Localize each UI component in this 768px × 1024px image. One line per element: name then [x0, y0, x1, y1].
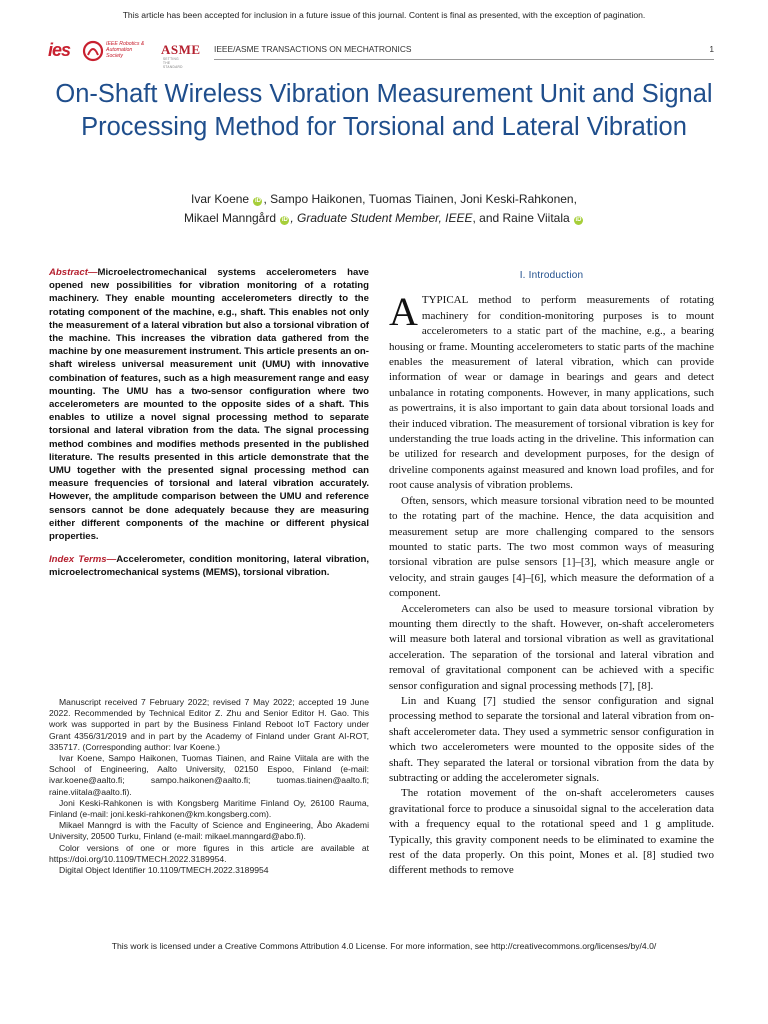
asme-logo-tagline: SETTING THE STANDARD: [163, 57, 183, 69]
header-divider: [214, 59, 714, 60]
index-terms-label: Index Terms—: [49, 554, 117, 566]
author-membership: , Graduate Student Member, IEEE: [290, 211, 473, 225]
author-names: , Sampo Haikonen, Tuomas Tiainen, Joni Keski-Rahkonen,: [263, 192, 577, 206]
abstract: [49, 266, 369, 543]
index-terms: [49, 553, 369, 579]
paper-title: On-Shaft Wireless Vibration Measurement Unit and Signal Processing Method for Torsional and Lateral Vibration: [55, 80, 713, 141]
footnote-color-versions: Color versions of one or more figures in this article are available at https://doi.org/10.1109/TMECH.2022.3189954.: [49, 842, 369, 864]
right-column: [389, 266, 714, 879]
footnote-affiliation: Ivar Koene, Sampo Haikonen, Tuomas Tiainen, and Raine Viitala are with the School of Engineering, Aalto University, 02150 Espoo, Finland (e-mail: ivar.koene@aalto.fi; sampo.haikonen@aalto.fi; tuomas.tiainen@aalto.fi; raine.viitala@aalto.fi).: [49, 753, 369, 797]
author-list: [40, 190, 728, 228]
abstract-text: Microelectromechanical systems accelerometers have opened new possibilities for vibration monitoring of a rotating machinery. They enable mounting accelerometers directly to the rotating component of the machine, e.g., shaft. This enables not only the measurement of a lateral vibration but also a torsional vibration of the machine. This increases the vibration data gathered from the machine by one measurement instrument. This article presents an on-shaft wireless universal measurement unit (UMU) with innovative combination of features, such as a high measurement range and easy mounting. The UMU has a two-sensor configuration where two accelerometers are mounted to the opposite sides of a shaft. This enables to utilize a novel signal processing method to separate torsional and lateral vibration from the data. The signal processing method combines and modifies methods presented in the published literature. The results presented in this article demonstrate that the UMU together with the presented signal processing method can measure frequencies of torsional and lateral vibration accurately. However, the amplitude comparison between the UMU and reference sensors cannot be done adequately because they are measuring either different components of the machine or different physical properties.: [49, 267, 369, 543]
drop-cap: A: [389, 289, 418, 335]
paragraph: Often, sensors, which measure torsional vibration need to be mounted to the rotating part of the machine. Hence, the data acquisition and measurement setup are more challenging compared to the sensors mounted to static parts. The two most common ways of measuring torsional vibration are pulse sensors [1]–[3], which measure angle or velocity, and strain gauges [4]–[6], which measure the deformation of a component.: [389, 494, 714, 600]
abstract-label: Abstract—: [49, 267, 98, 278]
page-number: 1: [709, 44, 714, 54]
paragraph: [389, 289, 714, 493]
footnote-doi: Digital Object Identifier 10.1109/TMECH.2022.3189954: [59, 865, 269, 876]
author-name: Ivar Koene: [191, 192, 250, 206]
author-name: , and Raine Viitala: [472, 211, 570, 225]
footnote-affiliation: Mikael Manngrd is with the Faculty of Science and Engineering, Åbo Akademi University, 20500 Turku, Finland (e-mail: mikael.manngard@abo.fi).: [49, 820, 369, 842]
ras-logo-text: IEEE Robotics & Automation Society: [106, 41, 145, 59]
license-notice: This work is licensed under a Creative Commons Attribution 4.0 License. For more information, see http://creativecommons.org/licenses/by/4.0/: [111, 941, 657, 951]
footnote-manuscript: Manuscript received 7 February 2022; revised 7 May 2022; accepted 19 June 2022. Recommended by Technical Editor Z. Zhu and Senior Editor H. Gao. This work was supported in part by the Business Finland Reboot IoT Factory under Grant 4356/31/2019 and in part by the Academy of Finland under Grant AI-ROT, 335717. (Corresponding author: Ivar Koene.): [49, 697, 369, 752]
paragraph-text: TYPICAL method to perform measurements of rotating machinery for condition-monitoring purposes is to mount accelerometers to a static part of the machine, e.g., a bearing housing or frame. Mounting accelerometers to static parts of the machine enables the measurement of lateral vibration, which can provide information of wear or damage in bearings and gears and detect unbalance in rotating components. However, in many applications, such as powertrains, it is also important to gain data about torsional loads and their induced vibration. The measurement of torsional vibration is key for understanding the true loads acting in the driveline. This information can be utilized for research and development purposes, for the design of driveline components against measured and known load profiles, and for root cause analysis of vibration problems.: [389, 294, 714, 492]
paragraph: The rotation movement of the on-shaft accelerometers causes gravitational force to produce a sinusoidal signal to the acceleration data with a frequency equal to the rotational speed and 1 g amplitude. Typically, this gravity component needs to be eliminated to examine the rest of the data properly. On this point, Mones et al. [8] studied two different methods to remove: [389, 787, 714, 877]
orcid-icon[interactable]: iD: [254, 198, 261, 204]
paragraph: Lin and Kuang [7] studied the sensor configuration and signal processing method to separate the torsional and lateral vibration from on-shaft accelerometer data. They used a symmetric sensor configuration in which two accelerometers were mounted to the opposite sides of the shaft. They separated the lateral or torsional vibration from the data by subtracting or adding the accelerometer signals.: [389, 694, 714, 784]
acceptance-notice: This article has been accepted for inclusion in a future issue of this journal. Content is final as presented, with the exception of pagination.: [122, 10, 646, 20]
journal-name: IEEE/ASME TRANSACTIONS ON MECHATRONICS: [214, 44, 412, 54]
left-column: [49, 266, 369, 580]
footnote-affiliation: Joni Keski-Rahkonen is with Kongsberg Maritime Finland Oy, 26100 Rauma, Finland (e-mail: joni.keski-rahkonen@km.kongsberg.com).: [49, 797, 369, 820]
footnotes: [49, 697, 369, 876]
asme-logo: ASME: [161, 42, 201, 57]
orcid-icon[interactable]: iD: [575, 217, 582, 223]
ras-logo-icon: [82, 40, 104, 62]
index-terms-text: Accelerometer, condition monitoring, lateral vibration, microelectromechanical systems (MEMS), torsional vibration.: [49, 554, 369, 579]
author-name: Mikael Manngård: [183, 211, 277, 225]
journal-header: [48, 36, 714, 69]
paragraph: Accelerometers can also be used to measure torsional vibration by mounting them directly to the shaft. However, on-shaft accelerometers will measure both lateral and torsional vibration as well as gravitational acceleration. The separation of the torsional and lateral vibration and removal of gravitational component can be achieved with a specific sensor configuration and signal processing methods [7], [8].: [389, 602, 714, 692]
section-heading-introduction: I. Introduction: [519, 270, 584, 281]
ies-logo: ies: [48, 40, 71, 60]
orcid-icon[interactable]: iD: [281, 217, 288, 223]
